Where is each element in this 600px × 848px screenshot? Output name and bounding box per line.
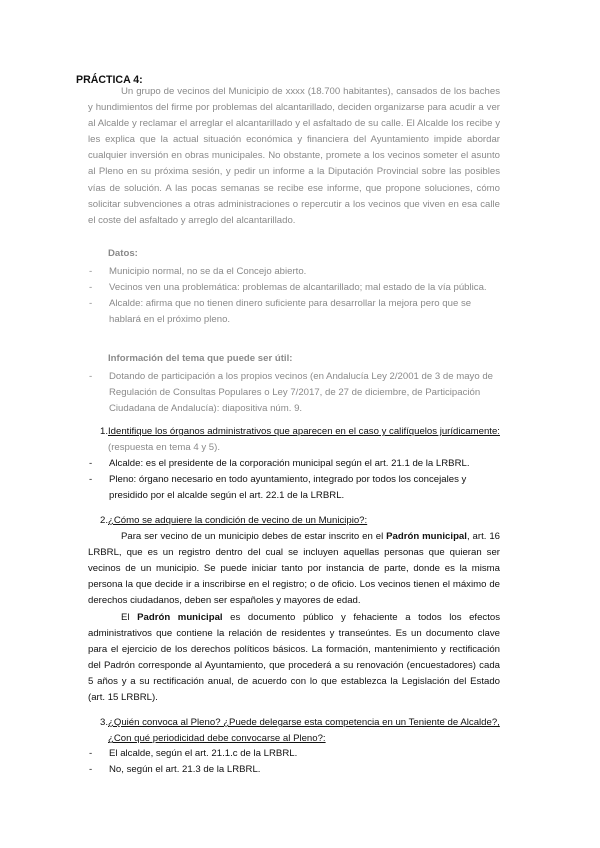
answer-paragraph-2: El Padrón municipal es documento público y fehaciente a todos los efectos administrativos que contiene la relación de residentes y transeúntes. Es un documento clave para el ejercicio de los derechos políticos básicos. La formación, mantenimiento y rectificación del Padrón corresponde al Ayuntamiento, que procederá a su renovación (encuestadores) cada 5 años y a su rectificación anual, de acuerdo con lo que establezca la Legislación del Estado (art. 15 LRBRL). [88, 612, 501, 704]
answer-reference: (respuesta en tema 4 y 5). [108, 442, 220, 454]
question-number: 1. [100, 426, 109, 437]
question-3 [88, 715, 508, 747]
question-text: ¿Quién convoca al Pleno? ¿Puede delegarse esta competencia en un Teniente de Alcalde?, ¿Con qué periodicidad debe convocarse al Pleno?: [108, 717, 500, 745]
answer-paragraph-1: Para ser vecino de un municipio debes de estar inscrito en el Padrón municipal, art. 16 LRBRL, que es un registro dentro del cual se incluyen aquellas personas que quieran ser vecinos de un municipio. Se puede iniciar tanto por instancia de parte, donde es la misma persona la que decide ir a inscribirse en el registro; o de oficio. Los vecinos tienen el máximo de derechos ciudadanos, deben ser españoles y mayores de edad. [88, 531, 501, 607]
answer-list-1 [88, 456, 500, 504]
padron-term: Padrón municipal [137, 612, 223, 623]
question-number: 3. [100, 717, 109, 728]
question-2 [88, 513, 508, 529]
datos-heading: Datos: [108, 248, 138, 259]
list-item: - Pleno: órgano necesario en todo ayuntamiento, integrado por todos los concejales y presidido por el alcalde según el art. 22.1 de la LRBRL. [88, 472, 500, 504]
info-list [88, 369, 500, 417]
list-item: - Dotando de participación a los propios vecinos (en Andalucía Ley 2/2001 de 3 de mayo de Regulación de Consultas Populares o Ley 7/2017, de 27 de diciembre, de Participación Ciudadana de Andalucía): diapositiva núm. 9. [88, 369, 500, 417]
question-text: ¿Cómo se adquiere la condición de vecino de un Municipio?: [108, 515, 368, 526]
datos-list [88, 264, 500, 328]
list-item: - Alcalde: es el presidente de la corporación municipal según el art. 21.1 de la LRBRL. [88, 456, 500, 472]
question-number: 2. [100, 515, 109, 526]
info-heading: Información del tema que puede ser útil: [108, 353, 293, 364]
list-item: - No, según el art. 21.3 de la LRBRL. [88, 762, 500, 778]
question-1 [88, 424, 508, 456]
practice-title: PRÁCTICA 4: [76, 74, 143, 86]
padron-term: Padrón municipal [386, 531, 467, 542]
list-item: - Vecinos ven una problemática: problemas de alcantarillado; mal estado de la vía pública. [88, 280, 500, 296]
case-statement: Un grupo de vecinos del Municipio de xxxx (18.700 habitantes), cansados de los baches y hundimientos del firme por problemas del alcantarillado, deciden organizarse para acudir a ver al Alcalde y reclamar el arreglar el alcantarillado y el asfaltado de su calle. El Alcalde los recibe y les explica que la actual situación económica y financiera del Ayuntamiento impide abordar cualquier inversión en obras municipales. No obstante, promete a los vecinos someter el asunto al Pleno en su próxima sesión, y pedir un informe a la Diputación Provincial sobre las posibles vías de solución. A las pocas semanas se recibe ese informe, que propone soluciones, cómo solicitar subvenciones a otras administraciones o repercutir a los vecinos que viven en esa calle el coste del asfaltado y arreglo del alcantarillado. [88, 86, 500, 226]
question-text: Identifique los órganos administrativos que aparecen en el caso y califíquelos jurídicamente: [108, 426, 500, 437]
answer-list-3 [88, 746, 500, 778]
list-item: - El alcalde, según el art. 21.1.c de la LRBRL. [88, 746, 500, 762]
list-item: - Alcalde: afirma que no tienen dinero suficiente para desarrollar la mejora pero que se hablará en el próximo pleno. [88, 296, 500, 328]
list-item: - Municipio normal, no se da el Concejo abierto. [88, 264, 500, 280]
